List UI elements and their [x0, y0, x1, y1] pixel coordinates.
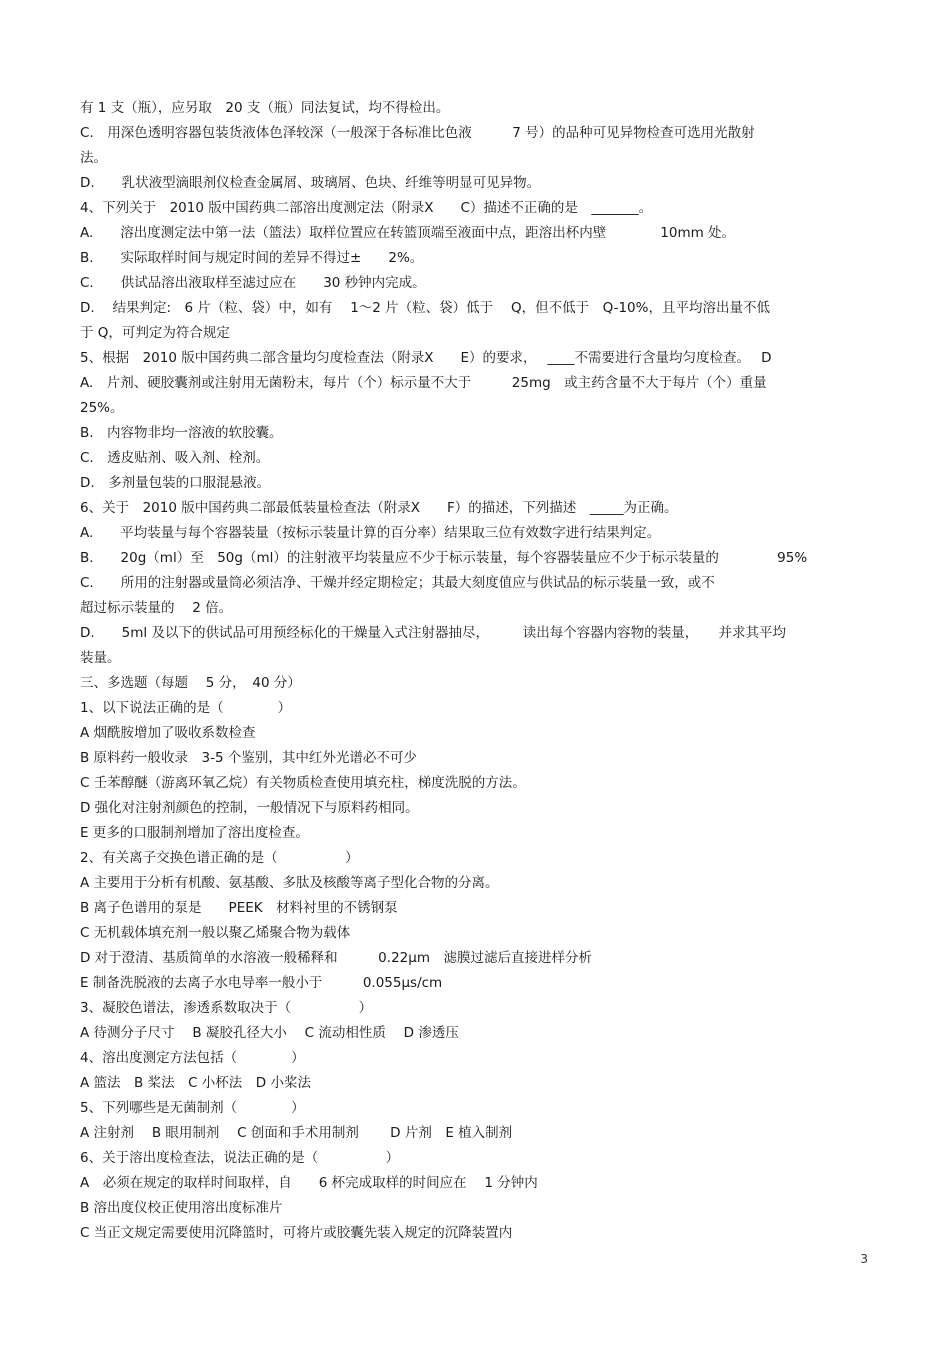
document-body [80, 96, 875, 1246]
text-line: D. 多剂量包装的口服混悬液。 [80, 475, 271, 491]
text-line: E 制备洗脱液的去离子水电导率一般小于 0.055μs/cm [80, 975, 443, 991]
text-line: A 必须在规定的取样时间取样，自 6 杯完成取样的时间应在 1 分钟内 [80, 1175, 538, 1191]
text-line: A 待测分子尺寸 B 凝胶孔径大小 C 流动相性质 D 渗透压 [80, 1025, 459, 1041]
text-line: 25%。 [80, 400, 124, 416]
text-line: 2、有关离子交换色谱正确的是（ ） [80, 850, 359, 866]
text-line: B 离子色谱用的泵是 PEEK 材料衬里的不锈钢泵 [80, 900, 398, 916]
text-line: 于 Q，可判定为符合规定 [80, 325, 230, 341]
text-line: B 原料药一般收录 3-5 个鉴别，其中红外光谱必不可少 [80, 750, 417, 766]
text-line: C. 透皮贴剂、吸入剂、栓剂。 [80, 450, 270, 466]
text-line: B. 内容物非均一溶液的软胶囊。 [80, 425, 283, 441]
text-line: C. 所用的注射器或量筒必须洁净、干燥并经定期检定；其最大刻度值应与供试品的标示装量一致，或不 [80, 575, 715, 591]
text-line: 6、关于 2010 版中国药典二部最低装量检查法（附录Ⅹ F）的描述，下列描述 _____为正确。 [80, 500, 678, 516]
text-line: 4、下列关于 2010 版中国药典二部溶出度测定法（附录Ⅹ C）描述不正确的是 _______。 [80, 200, 653, 216]
text-line: C. 供试品溶出液取样至滤过应在 30 秒钟内完成。 [80, 275, 426, 291]
text-line: 4、溶出度测定方法包括（ ） [80, 1050, 305, 1066]
text-line: A 篮法 B 桨法 C 小杯法 D 小桨法 [80, 1075, 311, 1091]
text-line: D. 结果判定: 6 片（粒、袋）中，如有 1～2 片（粒、袋）低于 Q，但不低于 Q-10%，且平均溶出量不低 [80, 300, 770, 316]
text-line: B. 20g（ml）至 50g（ml）的注射液平均装量应不少于标示装量，每个容器装量应不少于标示装量的 95% [80, 550, 808, 566]
text-line: A 烟酰胺增加了吸收系数检查 [80, 725, 256, 741]
text-line: A. 平均装量与每个容器装量（按标示装量计算的百分率）结果取三位有效数字进行结果判定。 [80, 525, 661, 541]
text-line: 装量。 [80, 650, 121, 666]
text-line: 超过标示装量的 2 倍。 [80, 600, 233, 616]
text-line: A 主要用于分析有机酸、氨基酸、多肽及核酸等离子型化合物的分离。 [80, 875, 499, 891]
text-line: 1、以下说法正确的是（ ） [80, 700, 292, 716]
text-line: A. 片剂、硬胶囊剂或注射用无菌粉末，每片（个）标示量不大于 25mg 或主药含量不大于每片（个）重量 [80, 375, 767, 391]
text-line: 法。 [80, 150, 107, 166]
text-line: 5、根据 2010 版中国药典二部含量均匀度检查法（附录Ⅹ E）的要求， ____不需要进行含量均匀度检查。 D [80, 350, 772, 366]
text-line: C 当正文规定需要使用沉降篮时，可将片或胶囊先装入规定的沉降装置内 [80, 1225, 513, 1241]
text-line: A 注射剂 B 眼用制剂 C 创面和手术用制剂 D 片剂 E 植入制剂 [80, 1125, 513, 1141]
text-line: 有 1 支（瓶），应另取 20 支（瓶）同法复试，均不得检出。 [80, 100, 450, 116]
text-line: 三、多选题（每题 5 分， 40 分） [80, 675, 301, 691]
text-line: C 无机载体填充剂一般以聚乙烯聚合物为载体 [80, 925, 351, 941]
page-number: 3 [860, 1252, 868, 1266]
text-line: E 更多的口服制剂增加了溶出度检查。 [80, 825, 309, 841]
text-line: C. 用深色透明容器包装货液体色泽较深（一般深于各标准比色液 7 号）的品种可见异物检查可选用光散射 [80, 125, 755, 141]
text-line: D. 5ml 及以下的供试品可用预经标化的干燥量入式注射器抽尽， 读出每个容器内容物的装量， 并求其平均 [80, 625, 786, 641]
text-line: A. 溶出度测定法中第一法（篮法）取样位置应在转篮顶端至液面中点，距溶出杯内壁 10mm 处。 [80, 225, 736, 241]
text-line: 6、关于溶出度检查法，说法正确的是（ ） [80, 1150, 400, 1166]
text-line: D 对于澄清、基质简单的水溶液一般稀释和 0.22μm 滤膜过滤后直接进样分析 [80, 950, 592, 966]
text-line: B. 实际取样时间与规定时间的差异不得过± 2%。 [80, 250, 424, 266]
text-line: D 强化对注射剂颜色的控制，一般情况下与原料药相同。 [80, 800, 419, 816]
text-line: B 溶出度仪校正使用溶出度标准片 [80, 1200, 283, 1216]
text-line: 5、下列哪些是无菌制剂（ ） [80, 1100, 305, 1116]
text-line: C 壬苯醇醚（游离环氧乙烷）有关物质检查使用填充柱，梯度洗脱的方法。 [80, 775, 526, 791]
text-line: D. 乳状液型滴眼剂仪检查金属屑、玻璃屑、色块、纤维等明显可见异物。 [80, 175, 541, 191]
text-line: 3、凝胶色谱法，渗透系数取决于（ ） [80, 1000, 373, 1016]
